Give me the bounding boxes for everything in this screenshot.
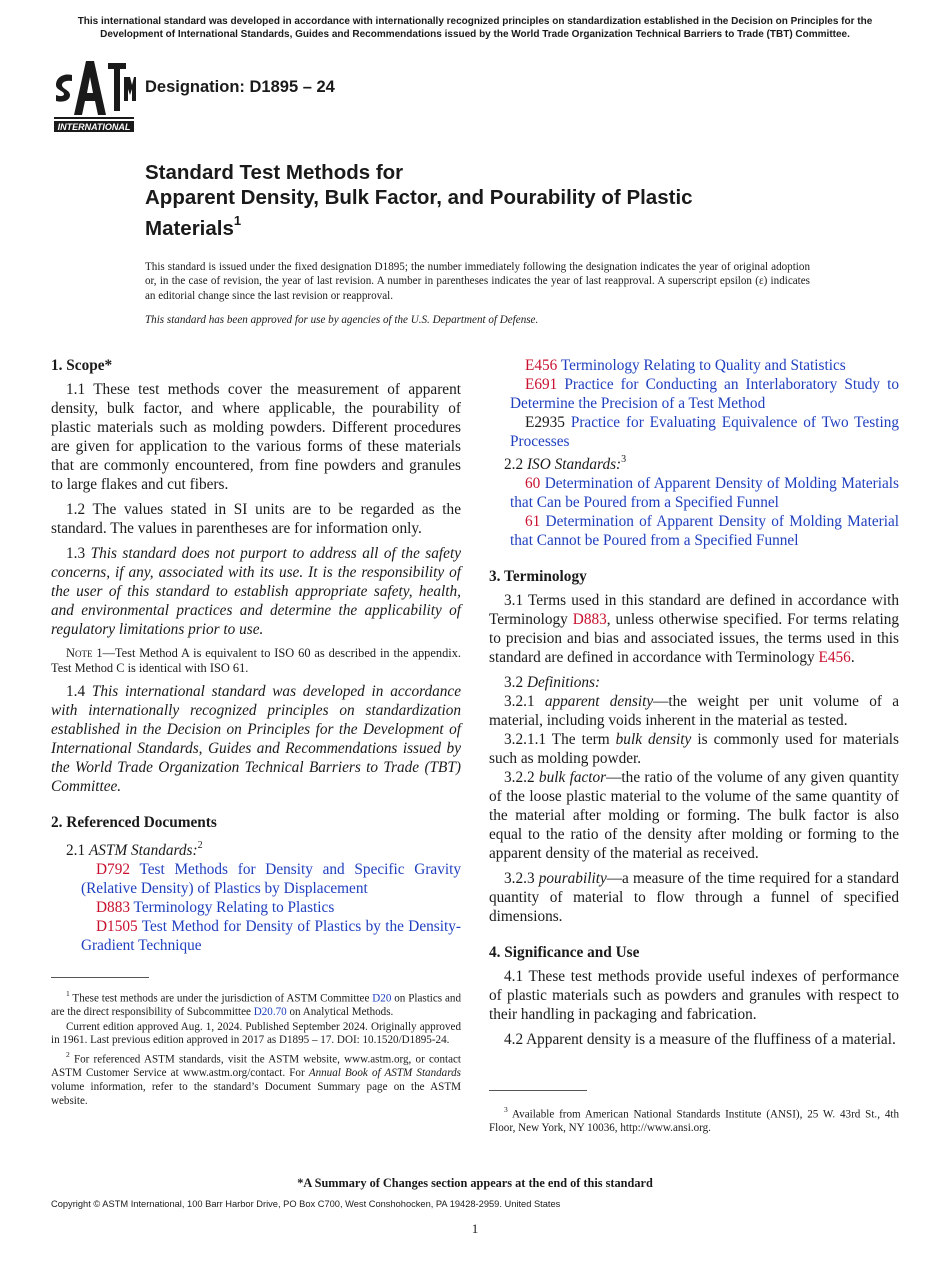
scope-1-4: 1.4 This international standard was developed in accordance with internationally recognized principles on standardization established in the Decision on Principles for the Development of International Standards, Guides and Recommendations issued by the World Trade Organization Technical Barriers to Trade (TBT) Committee. <box>51 683 461 795</box>
link-e456[interactable]: E456 <box>818 649 851 667</box>
fixed-designation-note: This standard is issued under the fixed designation D1895; the number immediately following the designation indicates the year of original adoption or, in the case of revision, the year of last revision. A number in parentheses indicates the year of last reapproval. A superscript epsilon (ε) indicates an editorial change since the last revision or reapproval. <box>145 261 810 302</box>
footnote-1: $^1$ These test methods are under the jurisdiction of ASTM Committee D20 on Plastics and are the direct responsibility of Subcommittee D20.70 on Analytical Methods. <box>51 989 461 1019</box>
footnotes-left <box>51 988 461 1108</box>
link-d20[interactable]: D20 <box>372 992 392 1005</box>
link-d20-70[interactable]: D20.70 <box>253 1006 287 1019</box>
ref-iso-60[interactable]: 60 Determination of Apparent Density of Molding Materials that Can be Poured from a Specified Funnel <box>510 475 899 512</box>
left-column <box>51 356 461 955</box>
ref-e2935[interactable]: E2935 Practice for Evaluating Equivalence of Two Testing Processes <box>510 414 899 450</box>
page-number: 1 <box>471 1221 479 1236</box>
ref-d1505[interactable]: D1505 Test Method for Density of Plastics by the Density-Gradient Technique <box>81 918 461 955</box>
terminology-3-2-1-1: 3.2.1.1 The term bulk density is commonly used for materials such as molding powder. <box>489 731 899 768</box>
copyright-line: Copyright © ASTM International, 100 Barr Harbor Drive, PO Box C700, West Conshohocken, PA 19428-2959. United States <box>51 1199 561 1209</box>
terminology-3-2-2: 3.2.2 bulk factor—the ratio of the volume of any given quantity of the loose plastic material to the volume of the same quantity of the material after molding or forming. The bulk factor is also equal to the ratio of the density after molding or forming to the apparent density of the material as received. <box>489 769 899 863</box>
summary-of-changes-note: *A Summary of Changes section appears at the end of this standard <box>297 1176 653 1190</box>
footnote-2: $^2$ For referenced ASTM standards, visit the ASTM website, www.astm.org, or contact ASTM Customer Service at www.astm.org/contact. For Annual Book of ASTM Standards volume information, refer to the standard’s Document Summary page on the ASTM website. <box>51 1050 461 1107</box>
section-significance-heading: 4. Significance and Use <box>489 944 640 962</box>
astm-standards-subhead: 2.1 ASTM Standards:$^2$ <box>66 840 203 860</box>
scope-1-1: 1.1 These test methods cover the measurement of apparent density, bulk factor, and where applicable, the pourability of plastic materials such as molding powders. Different procedures are given for application to the various forms of these materials that are commonly encountered, from fine powders and granules to large flakes and cut fibers. <box>51 381 461 493</box>
iso-standards-subhead: 2.2 ISO Standards:$^3$ <box>504 454 627 474</box>
document-title <box>145 160 865 241</box>
ref-e691[interactable]: E691 Practice for Conducting an Interlaboratory Study to Determine the Precision of a Test Method <box>510 376 899 412</box>
footnote-3: $^3$ Available from American National Standards Institute (ANSI), 25 W. 43rd St., 4th Floor, New York, NY 10036, http://www.ansi.org. <box>489 1105 899 1135</box>
designation: Designation: D1895 – 24 <box>145 78 335 96</box>
title-line-3: Materials$^1$ <box>145 213 242 240</box>
terminology-3-2-1: 3.2.1 apparent density—the weight per unit volume of a material, including voids inherent in the material as tested. <box>489 693 899 730</box>
link-d883[interactable]: D883 <box>572 611 607 629</box>
title-footnote-mark[interactable]: 1 <box>233 213 242 228</box>
ref-d792[interactable]: D792 Test Methods for Density and Specific Gravity (Relative Density) of Plastics by Displacement <box>81 861 461 898</box>
title-line-1: Standard Test Methods for <box>145 161 404 184</box>
ref-e456[interactable]: E456 Terminology Relating to Quality and Statistics <box>525 357 846 374</box>
intro-block <box>145 260 810 328</box>
footnotes-right <box>489 1104 899 1136</box>
footnote-1-edition: Current edition approved Aug. 1, 2024. Published September 2024. Originally approved in 1961. Last previous edition approved in 2017 as D1895 – 17. DOI: 10.1520/D1895-24. <box>51 1020 461 1047</box>
section-terminology-heading: 3. Terminology <box>489 568 587 586</box>
footnote-rule-right <box>489 1090 587 1091</box>
ref-iso-61[interactable]: 61 Determination of Apparent Density of Molding Material that Cannot be Poured from a Specified Funnel <box>510 513 899 550</box>
dod-approval-note: This standard has been approved for use by agencies of the U.S. Department of Defense. <box>145 314 539 327</box>
section-referenced-heading: 2. Referenced Documents <box>51 814 217 831</box>
section-scope-heading: 1. Scope* <box>51 357 113 374</box>
astm-logo-icon <box>52 55 136 133</box>
right-column <box>489 356 899 1049</box>
tbt-notice: This international standard was developed in accordance with internationally recognized principles on standardization established in the Decision on Principles for the Development of International Standards, Guides and Recommendations issued by the World Trade Organization Technical Barriers to Trade (TBT) Committee. <box>77 16 873 40</box>
scope-1-3: 1.3 This standard does not purport to address all of the safety concerns, if any, associated with its use. It is the responsibility of the user of this standard to establish appropriate safety, health, and environmental practices and determine the applicability of regulatory limitations prior to use. <box>51 545 461 638</box>
terminology-3-1: 3.1 Terms used in this standard are defined in accordance with Terminology D883, unless otherwise specified. For terms relating to precision and bias and associated issues, the terms used in this standard are defined in accordance with Terminology E456. <box>489 592 900 667</box>
footnote-rule-left <box>51 977 149 978</box>
scope-1-2: 1.2 The values stated in SI units are to be regarded as the standard. The values in parentheses are for information only. <box>51 501 461 537</box>
significance-4-1: 4.1 These test methods provide useful indexes of performance of plastic materials such as powders and granules with respect to their handling in packaging and fabrication. <box>489 968 899 1024</box>
logo-sub-text: INTERNATIONAL <box>57 122 131 132</box>
terminology-3-2-3: 3.2.3 pourability—a measure of the time required for a standard quantity of material to flow through a funnel of specified dimensions. <box>489 870 900 926</box>
significance-4-2: 4.2 Apparent density is a measure of the fluffiness of a material. <box>504 1031 896 1049</box>
ref-d883[interactable]: D883 Terminology Relating to Plastics <box>96 899 335 917</box>
title-line-2: Apparent Density, Bulk Factor, and Pourability of Plastic <box>145 186 693 209</box>
note-1: Note 1—Test Method A is equivalent to ISO 60 as described in the appendix. Test Method C is identical with ISO 61. <box>51 646 461 675</box>
terminology-3-2: 3.2 Definitions: <box>504 674 601 692</box>
